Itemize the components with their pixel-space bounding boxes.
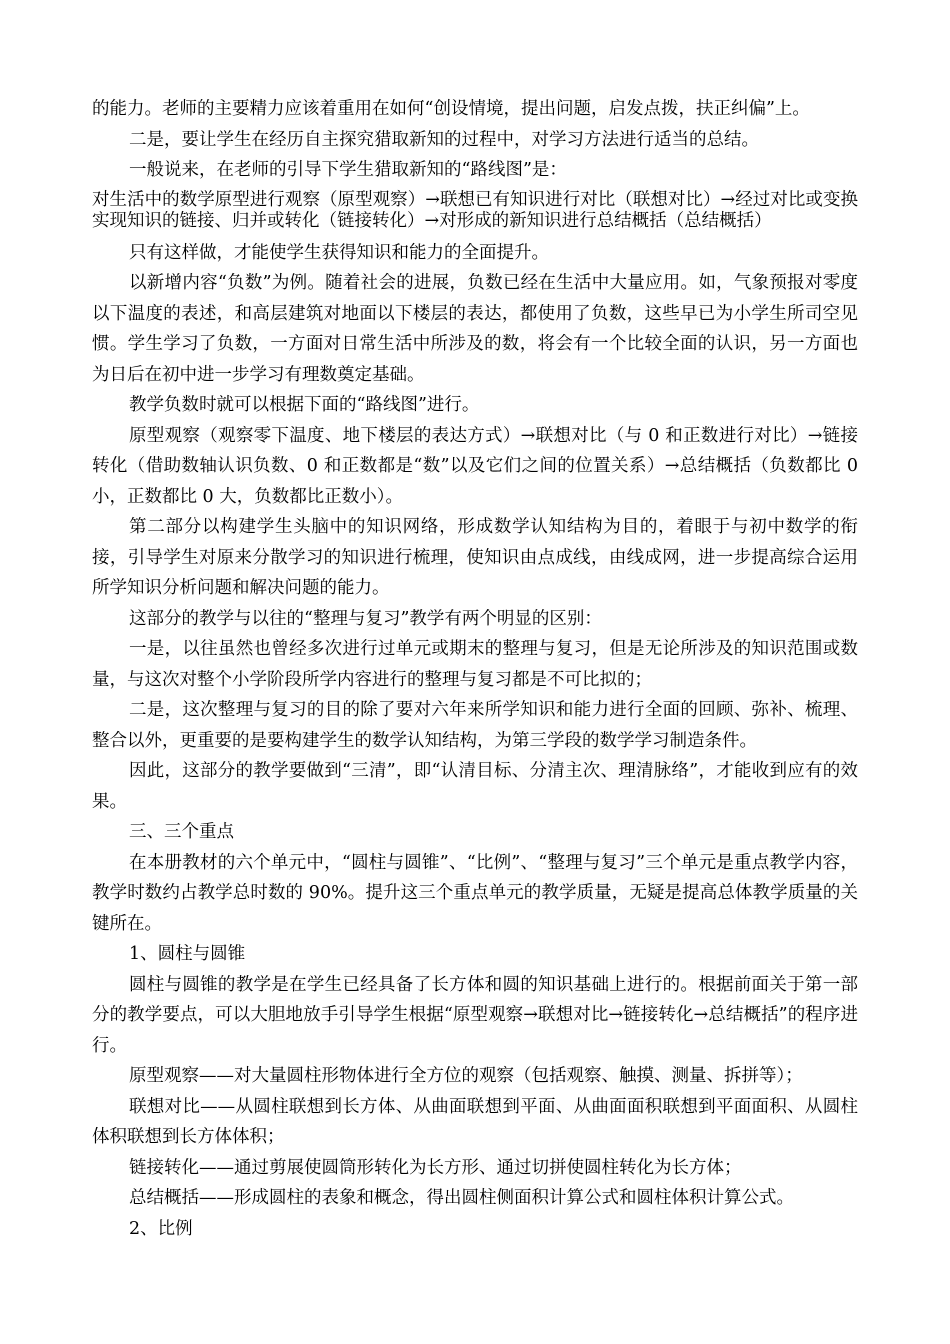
step-conversion: 链接转化——通过剪展使圆筒形转化为长方形、通过切拼使圆柱转化为长方体；: [129, 1157, 742, 1178]
paragraph-3: 一般说来，在老师的引导下学生猎取新知的“路线图”是：: [129, 160, 567, 180]
three-clear-paragraph: 因此，这部分的教学要做到“三清”，即“认清目标、分清主次、理清脉络”，才能收到应有的效果。: [92, 761, 858, 812]
step-observation: 原型观察——对大量圆柱形物体进行全方位的观察（包括观察、触摸、测量、拆拼等）；: [129, 1066, 803, 1086]
part-two-paragraph: 第二部分以构建学生头脑中的知识网络，形成数学认知结构为目的，着眼于与初中数学的衔接，引导学生对原来分散学习的知识进行梳理，使知识由点成线，由线成网，进一步提高综合运用所学知识分析问题和解决问题的能力。: [92, 517, 858, 598]
negative-number-route: 原型观察（观察零下温度、地下楼层的表达方式）→联想对比（与 0 和正数进行对比）→链接转化（借助数轴认识负数、0 和正数都是“数”以及它们之间的位置关系）→总结概括（负数都比 0 小，正数都比 0 大，负数都比正数小）。: [92, 425, 858, 507]
subheading-cylinder-cone: 1、圆柱与圆锥: [129, 944, 246, 964]
three-focus-paragraph: 在本册教材的六个单元中，“圆柱与圆锥”、“比例”、“整理与复习”三个单元是重点教学内容，教学时数约占教学总时数的 90%。提升这三个重点单元的教学质量，无疑是提高总体教学质量的关键所在。: [92, 852, 858, 934]
route-map-paragraph: 对生活中的数学原型进行观察（原型观察）→联想已有知识进行对比（联想对比）→经过对比或变换实现知识的链接、归并或转化（链接转化）→对形成的新知识进行总结概括（总结概括）: [92, 189, 858, 231]
difference-one: 一是，以往虽然也曾经多次进行过单元或期末的整理与复习，但是无论所涉及的知识范围或数量，与这次对整个小学阶段所学内容进行的整理与复习都是不可比拟的；: [92, 639, 858, 690]
paragraph-5: 只有这样做，才能使学生获得知识和能力的全面提升。: [129, 242, 549, 263]
section-heading-three-focus: 三、三个重点: [129, 822, 234, 842]
difference-two: 二是，这次整理与复习的目的除了要对六年来所学知识和能力进行全面的回顾、弥补、梳理、整合以外，更重要的是要构建学生的数学认知结构，为第三学段的数学学习制造条件。: [92, 700, 858, 751]
subheading-ratio: 2、比例: [129, 1218, 193, 1239]
paragraph-10: 这部分的教学与以往的“整理与复习”教学有两个明显的区别：: [129, 608, 602, 629]
paragraph-2: 二是，要让学生在经历自主探究猎取新知的过程中，对学习方法进行适当的总结。: [129, 129, 759, 150]
cylinder-cone-paragraph: 圆柱与圆锥的教学是在学生已经具备了长方体和圆的知识基础上进行的。根据前面关于第一部分的教学要点，可以大胆地放手引导学生根据“原型观察→联想对比→链接转化→总结概括”的程序进行。: [92, 974, 858, 1056]
negative-number-example: 以新增内容“负数”为例。随着社会的进展，负数已经在生活中大量应用。如，气象预报对零度以下温度的表述，和高层建筑对地面以下楼层的表达，都使用了负数，这些早已为小学生所司空见惯。学生学习了负数，一方面对日常生活中所涉及的数，将会有一个比较全面的认识，另一方面也为日后在初中进一步学习有理数奠定基础。: [92, 273, 858, 385]
paragraph-1: 的能力。老师的主要精力应该着重用在如何“创设情境，提出问题，启发点拨，扶正纠偏”上。: [92, 99, 810, 119]
step-comparison: 联想对比——从圆柱联想到长方体、从曲面联想到平面、从曲面面积联想到平面面积、从圆柱体积联想到长方体体积；: [92, 1096, 858, 1147]
paragraph-7: 教学负数时就可以根据下面的“路线图”进行。: [129, 395, 480, 415]
step-summary: 总结概括——形成圆柱的表象和概念，得出圆柱侧面积计算公式和圆柱体积计算公式。: [129, 1188, 794, 1208]
